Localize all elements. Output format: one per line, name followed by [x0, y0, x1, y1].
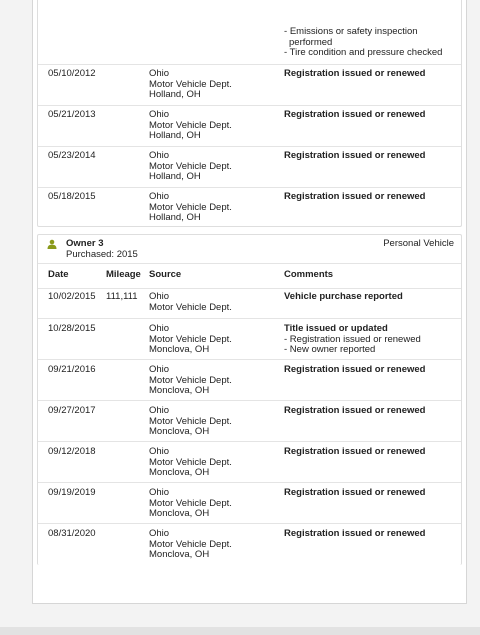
row-comment: Vehicle purchase reported [284, 291, 403, 302]
row-source-line: Monclova, OH [149, 549, 210, 560]
col-comments: Comments [284, 269, 334, 280]
person-icon [47, 239, 57, 249]
row-source-line: Ohio [149, 291, 170, 302]
row-source-line: Ohio [149, 405, 170, 416]
row-comment: Registration issued or renewed [284, 68, 426, 79]
col-source: Source [149, 269, 182, 280]
row-date: 09/27/2017 [48, 405, 96, 416]
row-comment: Registration issued or renewed [284, 191, 426, 202]
owner-purchased: Purchased: 2015 [66, 249, 138, 260]
table-row [38, 441, 461, 483]
row-source-line: Motor Vehicle Dept. [149, 160, 232, 172]
owner-history-card [37, 0, 462, 227]
row-source-line: Ohio [149, 487, 170, 498]
row-source-line: Ohio [149, 191, 170, 202]
row-date: 09/12/2018 [48, 446, 96, 457]
row-comment-detail: - Registration issued or renewed [284, 333, 421, 345]
comment-bullet: - Tire condition and pressure checked [284, 47, 443, 58]
row-comment-detail: - New owner reported [284, 344, 376, 355]
table-row [38, 318, 461, 360]
row-source-line: Motor Vehicle Dept. [149, 78, 232, 90]
row-date: 10/28/2015 [48, 323, 96, 334]
row-date: 05/18/2015 [48, 191, 96, 202]
row-source-line: Ohio [149, 150, 170, 161]
row-source-line: Monclova, OH [149, 508, 210, 519]
row-comment: Registration issued or renewed [284, 487, 426, 498]
row-source-line: Monclova, OH [149, 467, 210, 478]
row-source-line: Ohio [149, 364, 170, 375]
owner-name: Owner 3 [66, 238, 104, 249]
row-source-line: Monclova, OH [149, 344, 210, 355]
row-source-line: Holland, OH [149, 212, 201, 223]
row-source-line: Motor Vehicle Dept. [149, 497, 232, 509]
row-source-line: Ohio [149, 109, 170, 120]
row-date: 08/31/2020 [48, 528, 96, 539]
table-row [38, 482, 461, 524]
row-source-line: Holland, OH [149, 171, 201, 182]
row-source-line: Ohio [149, 528, 170, 539]
row-date: 05/10/2012 [48, 68, 96, 79]
comment-bullet: - Emissions or safety inspection [284, 26, 418, 37]
table-row [38, 523, 461, 565]
row-source-line: Motor Vehicle Dept. [149, 301, 232, 313]
row-source-line: Monclova, OH [149, 385, 210, 396]
row-source-line: Motor Vehicle Dept. [149, 415, 232, 427]
row-source-line: Holland, OH [149, 89, 201, 100]
row-source-line: Ohio [149, 68, 170, 79]
row-comment: Registration issued or renewed [284, 364, 426, 375]
row-comment: Registration issued or renewed [284, 446, 426, 457]
row-date: 05/23/2014 [48, 150, 96, 161]
row-source-line: Motor Vehicle Dept. [149, 538, 232, 550]
row-source-line: Ohio [149, 446, 170, 457]
col-date: Date [48, 269, 69, 280]
row-comment: Registration issued or renewed [284, 528, 426, 539]
table-header [38, 263, 461, 289]
history-row [38, 187, 461, 229]
comment-bullet-cont: performed [289, 36, 333, 48]
owner-3-card [37, 234, 462, 565]
history-row [38, 146, 461, 188]
vehicle-type: Personal Vehicle [383, 238, 454, 249]
history-row [38, 64, 461, 106]
row-date: 05/21/2013 [48, 109, 96, 120]
row-source-line: Ohio [149, 323, 170, 334]
table-row [38, 400, 461, 442]
row-comment: Registration issued or renewed [284, 405, 426, 416]
row-comment: Title issued or updated [284, 323, 388, 334]
owner-header [38, 235, 461, 263]
row-date: 09/19/2019 [48, 487, 96, 498]
row-source-line: Motor Vehicle Dept. [149, 201, 232, 213]
row-comment: Registration issued or renewed [284, 109, 426, 120]
col-mileage: Mileage [106, 269, 141, 280]
bottom-bar [0, 627, 480, 635]
row-source-line: Motor Vehicle Dept. [149, 374, 232, 386]
table-row [38, 359, 461, 401]
row-comment: Registration issued or renewed [284, 150, 426, 161]
row-source-line: Motor Vehicle Dept. [149, 119, 232, 131]
row-source-line: Monclova, OH [149, 426, 210, 437]
history-row [38, 105, 461, 147]
row-mileage: 111,111 [106, 291, 138, 302]
row-date: 10/02/2015 [48, 291, 96, 302]
row-source-line: Motor Vehicle Dept. [149, 456, 232, 468]
row-date: 09/21/2016 [48, 364, 96, 375]
row-source-line: Holland, OH [149, 130, 201, 141]
row-source-line: Motor Vehicle Dept. [149, 333, 232, 345]
